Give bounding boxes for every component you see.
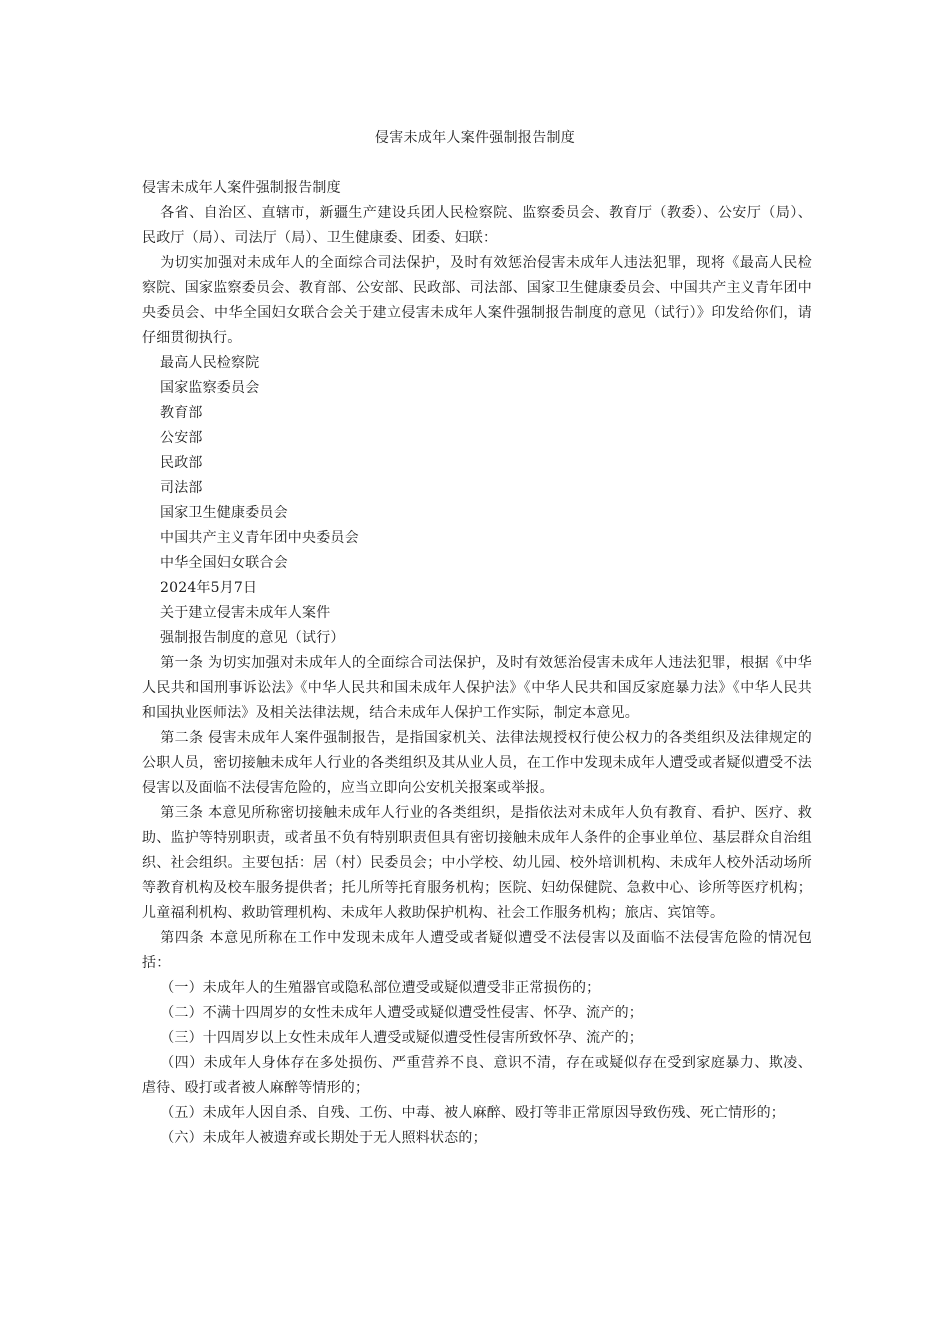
heading-repeat: 侵害未成年人案件强制报告制度 xyxy=(142,180,341,196)
article-4-item: （二）不满十四周岁的女性未成年人遭受或疑似遭受性侵害、怀孕、流产的； xyxy=(160,1005,643,1021)
issuer-line: 中国共产主义青年团中央委员会 xyxy=(160,530,359,546)
issuer-line: 国家卫生健康委员会 xyxy=(160,505,288,521)
issuer-line: 公安部 xyxy=(160,430,203,446)
addressees-paragraph: 各省、自治区、直辖市，新疆生产建设兵团人民检察院、监察委员会、教育厅（教委）、公安厅（局）、民政厅（局）、司法厅（局）、卫生健康委、团委、妇联： xyxy=(142,205,812,246)
article-4-item: （三）十四周岁以上女性未成年人遭受或疑似遭受性侵害所致怀孕、流产的； xyxy=(160,1030,643,1046)
article-4-item: （四）未成年人身体存在多处损伤、严重营养不良、意识不清，存在或疑似存在受到家庭暴力、欺凌、虐待、殴打或者被人麻醉等情形的； xyxy=(142,1055,812,1096)
document-body xyxy=(142,176,812,1151)
document-title: 侵害未成年人案件强制报告制度 xyxy=(374,130,576,146)
issue-date: 2024年5月7日 xyxy=(160,580,258,596)
article-4: 第四条 本意见所称在工作中发现未成年人遭受或者疑似遭受不法侵害以及面临不法侵害危险的情况包括： xyxy=(142,930,812,971)
article-2: 第二条 侵害未成年人案件强制报告，是指国家机关、法律法规授权行使公权力的各类组织及法律规定的公职人员，密切接触未成年人行业的各类组织及其从业人员，在工作中发现未成年人遭受或者疑似遭受不法侵害以及面临不法侵害危险的，应当立即向公安机关报案或举报。 xyxy=(142,730,812,796)
issuer-line: 中华全国妇女联合会 xyxy=(160,555,288,571)
article-4-item: （一）未成年人的生殖器官或隐私部位遭受或疑似遭受非正常损伤的； xyxy=(160,980,601,996)
intro-paragraph: 为切实加强对未成年人的全面综合司法保护，及时有效惩治侵害未成年人违法犯罪，现将《最高人民检察院、国家监察委员会、教育部、公安部、民政部、司法部、国家卫生健康委员会、中国共产主义青年团中央委员会、中华全国妇女联合会关于建立侵害未成年人案件强制报告制度的意见（试行）》印发给你们，请仔细贯彻执行。 xyxy=(142,255,812,346)
article-3: 第三条 本意见所称密切接触未成年人行业的各类组织，是指依法对未成年人负有教育、看护、医疗、救助、监护等特别职责，或者虽不负有特别职责但具有密切接触未成年人条件的企事业单位、基层群众自治组织、社会组织。主要包括：居（村）民委员会；中小学校、幼儿园、校外培训机构、未成年人校外活动场所等教育机构及校车服务提供者；托儿所等托育服务机构；医院、妇幼保健院、急救中心、诊所等医疗机构；儿童福利机构、救助管理机构、未成年人救助保护机构、社会工作服务机构；旅店、宾馆等。 xyxy=(142,805,812,921)
article-4-item: （五）未成年人因自杀、自残、工伤、中毒、被人麻醉、殴打等非正常原因导致伤残、死亡情形的； xyxy=(160,1105,785,1121)
article-4-item: （六）未成年人被遗弃或长期处于无人照料状态的； xyxy=(160,1130,487,1146)
issuer-line: 教育部 xyxy=(160,405,203,421)
issuer-line: 国家监察委员会 xyxy=(160,380,260,396)
issuer-line: 民政部 xyxy=(160,455,203,471)
article-1: 第一条 为切实加强对未成年人的全面综合司法保护，及时有效惩治侵害未成年人违法犯罪，根据《中华人民共和国刑事诉讼法》《中华人民共和国未成年人保护法》《中华人民共和国反家庭暴力法》《中华人民共和国执业医师法》及相关法律法规，结合未成年人保护工作实际，制定本意见。 xyxy=(142,655,812,721)
issuer-line: 最高人民检察院 xyxy=(160,355,260,371)
subtitle-line-1: 关于建立侵害未成年人案件 xyxy=(160,605,331,621)
subtitle-line-2: 强制报告制度的意见（试行） xyxy=(160,630,345,646)
issuer-line: 司法部 xyxy=(160,480,203,496)
